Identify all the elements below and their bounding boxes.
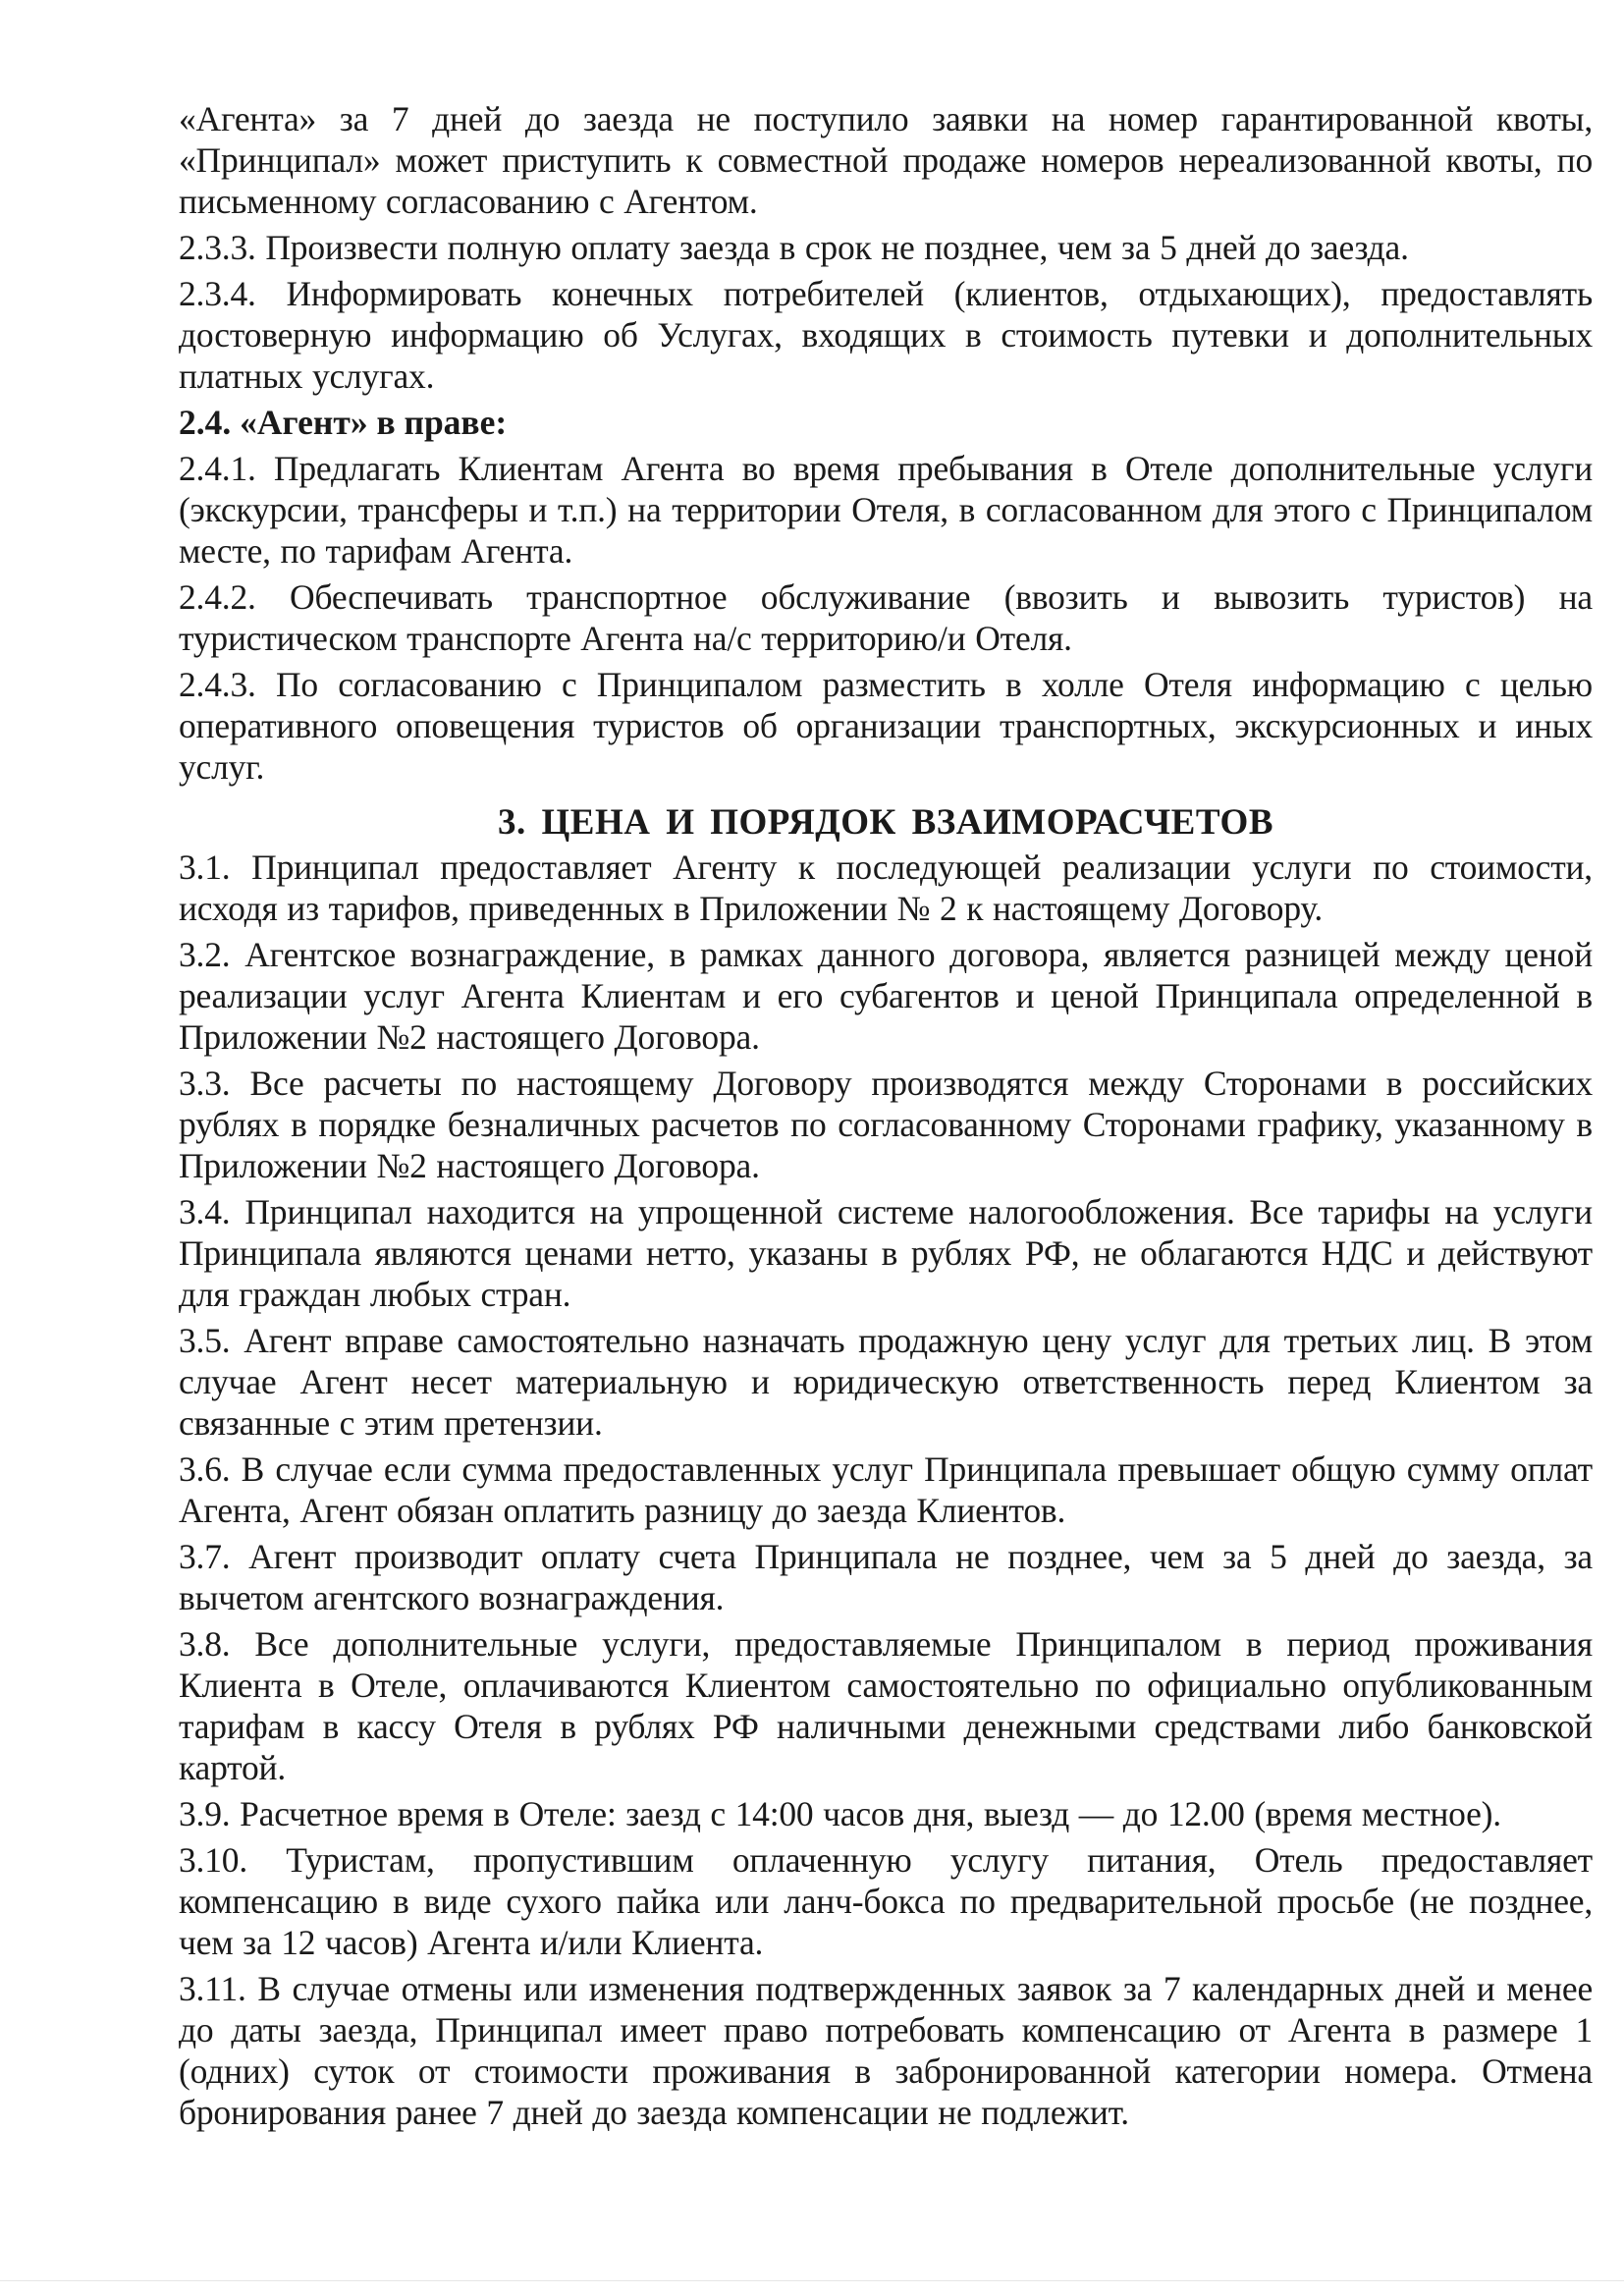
clause-3-9: 3.9. Расчетное время в Отеле: заезд с 14:00 часов дня, выезд — до 12.00 (время местное). xyxy=(179,1794,1501,1833)
clause-3-6: 3.6. В случае если сумма предоставленных услуг Принципала превышает общую сумму оплат Агента, Агент обязан оплатить разницу до заезда Клиентов. xyxy=(179,1449,1593,1530)
clause-3-10: 3.10. Туристам, пропустившим оплаченную услугу питания, Отель предоставляет компенсацию в виде сухого пайка или ланч-бокса по предварительной просьбе (не позднее, чем за 12 часов) Агента и/или Клиента. xyxy=(179,1840,1593,1962)
document-page xyxy=(179,98,1593,2138)
subsection-heading-2-4: 2.4. «Агент» в праве: xyxy=(179,403,508,442)
clause-2-4-3: 2.4.3. По согласованию с Принципалом разместить в холле Отеля информацию с целью оперативного оповещения туристов об организации транспортных, экскурсионных и иных услуг. xyxy=(179,665,1593,787)
clause-2-4-2: 2.4.2. Обеспечивать транспортное обслуживание (ввозить и вывозить туристов) на туристическом транспорте Агента на/с территорию/и Отеля. xyxy=(179,577,1593,658)
clause-3-1: 3.1. Принципал предоставляет Агенту к последующей реализации услуги по стоимости, исходя из тарифов, приведенных в Приложении № 2 к настоящему Договору. xyxy=(179,847,1593,928)
clause-3-11: 3.11. В случае отмены или изменения подтвержденных заявок за 7 календарных дней и менее до даты заезда, Принципал имеет право потребовать компенсацию от Агента в размере 1 (одних) суток от стоимости проживания в забронированной категории номера. Отмена бронирования ранее 7 дней до заезда компенсации не подлежит. xyxy=(179,1969,1593,2132)
page-bottom-edge xyxy=(0,2280,1624,2281)
clause-3-2: 3.2. Агентское вознаграждение, в рамках данного договора, является разницей между ценой реализации услуг Агента Клиентам и его субагентов и ценой Принципала определенной в Приложении №2 настоящего Договора. xyxy=(179,935,1593,1057)
clause-3-4: 3.4. Принципал находится на упрощенной системе налогообложения. Все тарифы на услуги Принципала являются ценами нетто, указаны в рублях РФ, не облагаются НДС и действуют для граждан любых стран. xyxy=(179,1192,1593,1314)
clause-3-8: 3.8. Все дополнительные услуги, предоставляемые Принципалом в период проживания Клиента в Отеле, оплачиваются Клиентом самостоятельно по официально опубликованным тарифам в кассу Отеля в рублях РФ наличными денежными средствами либо банковской картой. xyxy=(179,1624,1593,1787)
clause-3-7: 3.7. Агент производит оплату счета Принципала не позднее, чем за 5 дней до заезда, за вычетом агентского вознаграждения. xyxy=(179,1537,1593,1617)
clause-2-3-4: 2.3.4. Информировать конечных потребителей (клиентов, отдыхающих), предоставлять достоверную информацию об Услугах, входящих в стоимость путевки и дополнительных платных услугах. xyxy=(179,274,1593,396)
clause-3-5: 3.5. Агент вправе самостоятельно назначать продажную цену услуг для третьих лиц. В этом случае Агент несет материальную и юридическую ответственность перед Клиентом за связанные с этим претензии. xyxy=(179,1321,1593,1443)
clause-2-3-3: 2.3.3. Произвести полную оплату заезда в срок не позднее, чем за 5 дней до заезда. xyxy=(179,228,1409,267)
clause-3-3: 3.3. Все расчеты по настоящему Договору производятся между Сторонами в российских рублях в порядке безналичных расчетов по согласованному Сторонами графику, указанному в Приложении №2 настоящего Договора. xyxy=(179,1064,1593,1185)
clause-2-4-1: 2.4.1. Предлагать Клиентам Агента во время пребывания в Отеле дополнительные услуги (экскурсии, трансферы и т.п.) на территории Отеля, в согласованном для этого с Принципалом месте, по тарифам Агента. xyxy=(179,449,1593,571)
section-title-3: 3. ЦЕНА И ПОРЯДОК ВЗАИМОРАСЧЕТОВ xyxy=(497,802,1274,843)
paragraph-quota-continuation: «Агента» за 7 дней до заезда не поступило заявки на номер гарантированной квоты, «Принципал» может приступить к совместной продаже номеров нереализованной квоты, по письменному согласованию с Агентом. xyxy=(179,99,1593,221)
